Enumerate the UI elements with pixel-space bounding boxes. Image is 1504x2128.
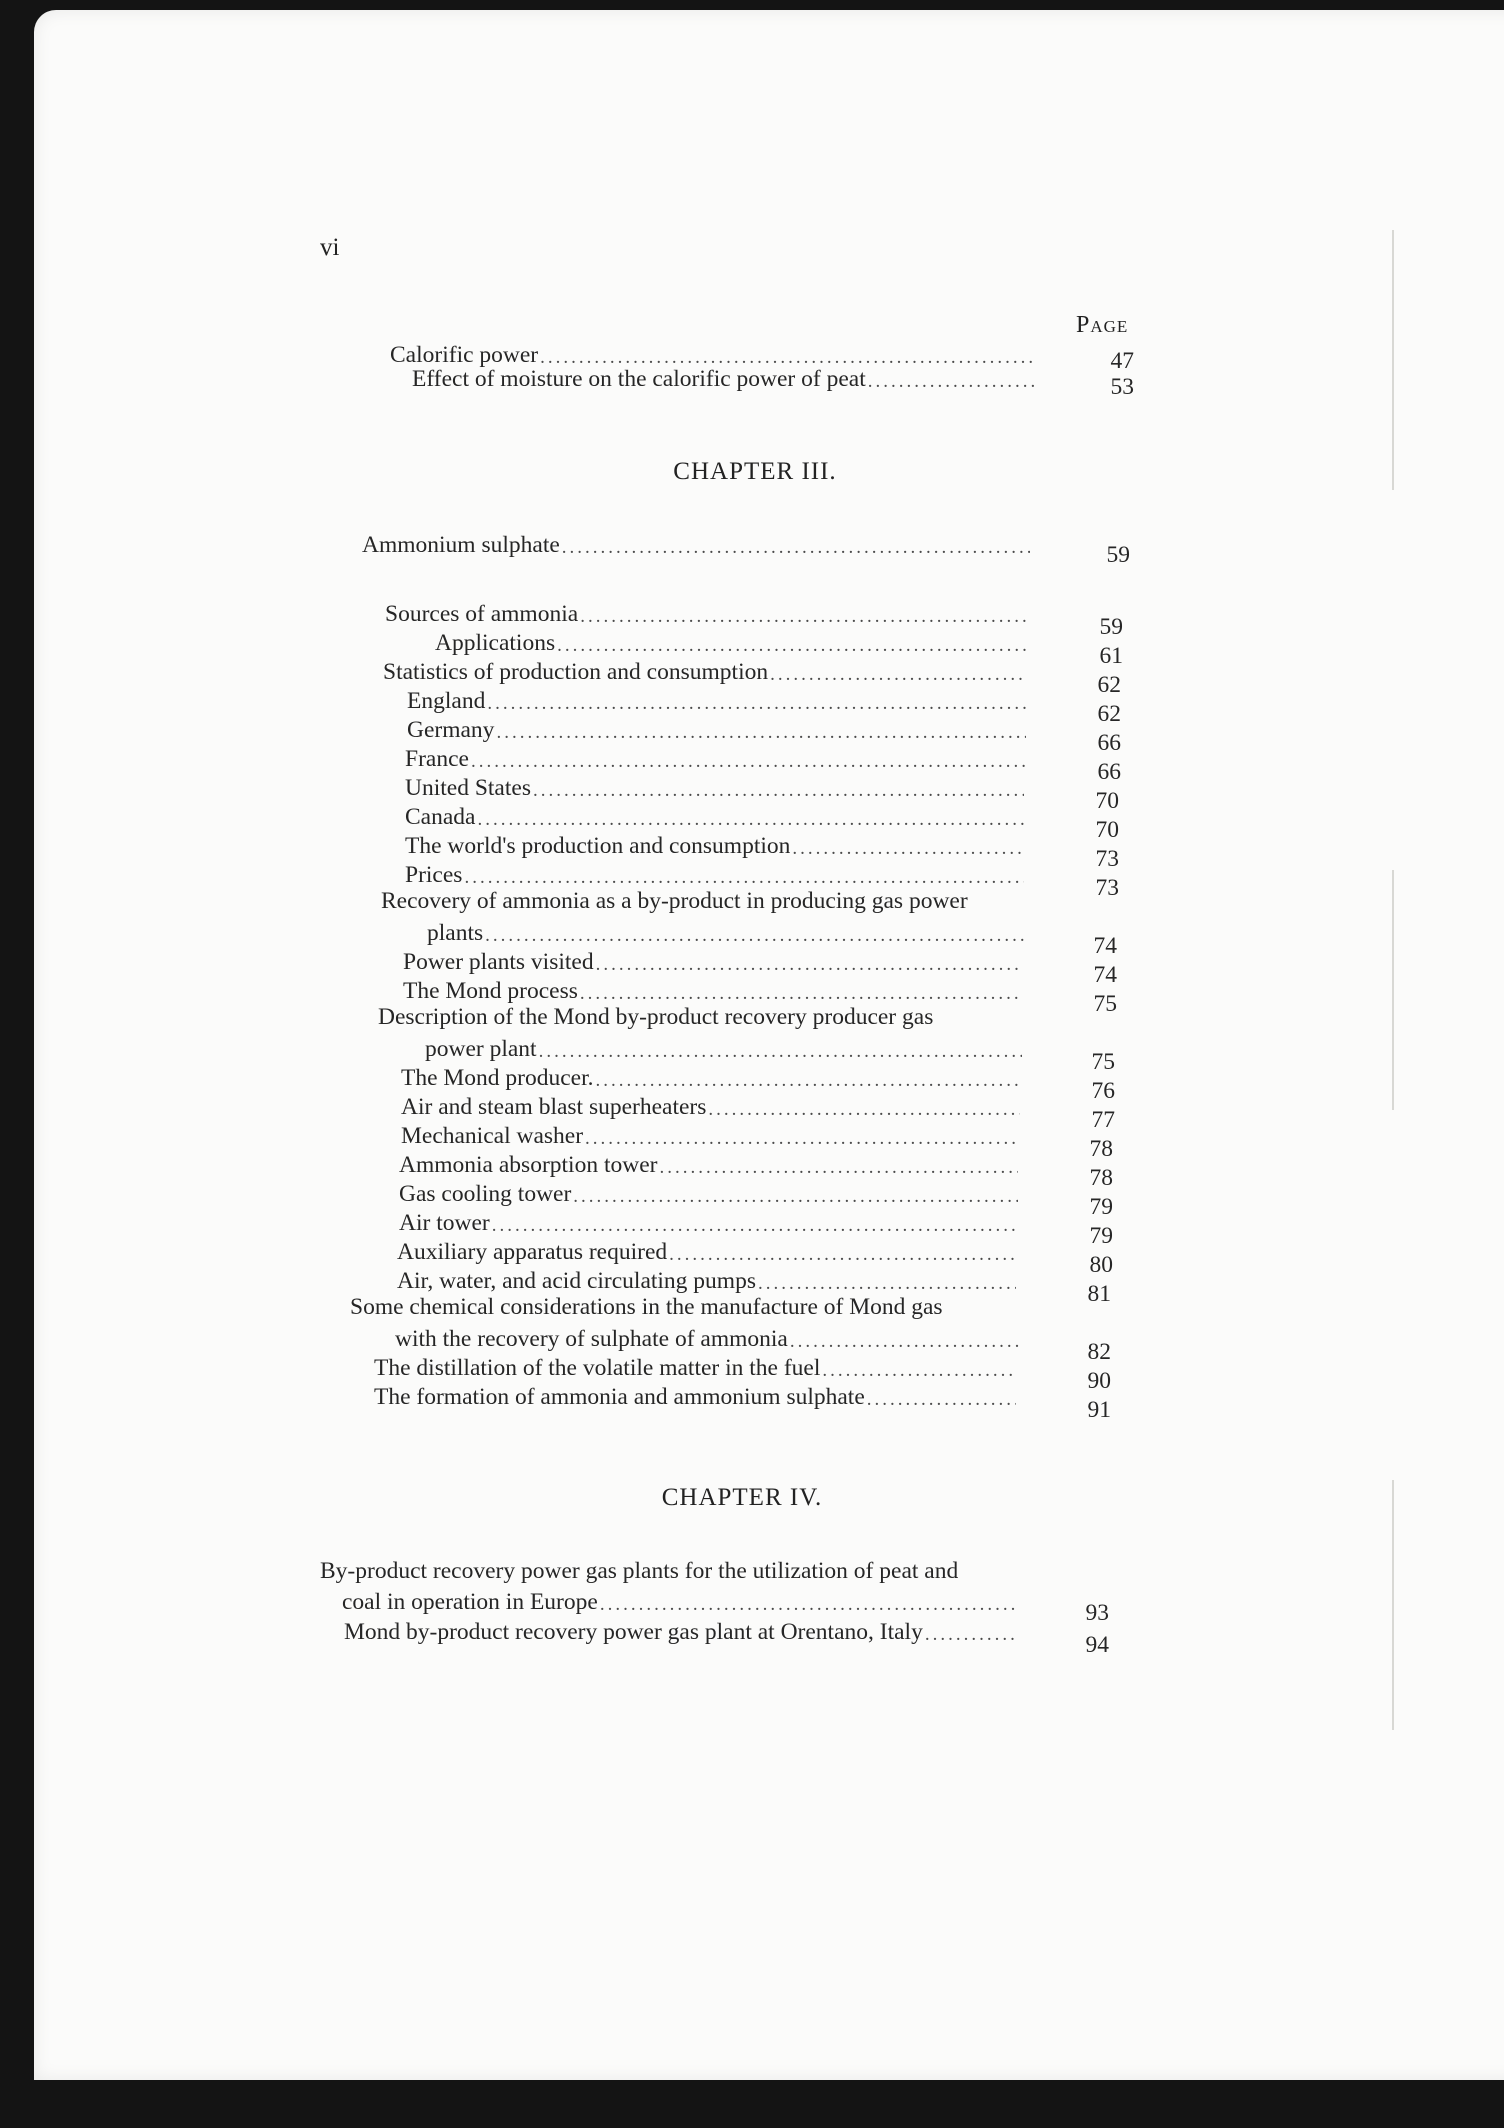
toc-entry xyxy=(374,1381,1016,1411)
toc-entry xyxy=(344,1616,1015,1646)
toc-entry-title: Effect of moisture on the calorific power of peat xyxy=(412,366,866,392)
toc-entry-title: Germany xyxy=(407,717,495,743)
leader-dots xyxy=(578,983,1022,1005)
leader-dots xyxy=(571,1186,1018,1208)
toc-entry-page: 74 xyxy=(1093,962,1117,988)
toc-entry xyxy=(405,801,1024,831)
toc-entry xyxy=(401,1062,1020,1092)
toc-entry-title: Canada xyxy=(405,804,476,830)
toc-entry xyxy=(405,743,1026,773)
toc-entry-page: 81 xyxy=(1087,1281,1111,1307)
toc-entry-title: Power plants visited xyxy=(403,949,594,975)
toc-entry-page: 73 xyxy=(1095,875,1119,901)
toc-entry-page: 66 xyxy=(1097,730,1121,756)
leader-dots xyxy=(494,722,1026,744)
toc-entry-title: The formation of ammonia and ammonium sulphate xyxy=(374,1384,865,1410)
toc-entry-page: 70 xyxy=(1095,817,1119,843)
toc-entry xyxy=(412,363,1035,393)
toc-entry-page: 59 xyxy=(1106,542,1130,568)
toc-entry-page: 62 xyxy=(1097,672,1121,698)
toc-entry-title-continued: coal in operation in Europe xyxy=(342,1589,598,1615)
toc-entry-page: 94 xyxy=(1085,1632,1109,1658)
leader-dots xyxy=(657,1157,1018,1179)
toc-entry-title: The world's production and consumption xyxy=(405,833,791,859)
toc-entry xyxy=(403,975,1022,1005)
leader-dots xyxy=(594,1070,1020,1092)
page-edge-mark xyxy=(1392,1480,1394,1730)
toc-entry-title: England xyxy=(407,688,486,714)
leader-dots xyxy=(790,838,1024,860)
toc-entry-page: 62 xyxy=(1097,701,1121,727)
toc-entry-page: 70 xyxy=(1095,788,1119,814)
toc-entry-title: The Mond process xyxy=(403,978,578,1004)
toc-entry-page: 78 xyxy=(1089,1165,1113,1191)
page-column-heading: Page xyxy=(1076,312,1129,338)
leader-dots xyxy=(555,635,1028,657)
toc-entry-title: Recovery of ammonia as a by-product in producing gas power xyxy=(381,888,968,914)
leader-dots xyxy=(923,1624,1015,1646)
toc-entry xyxy=(435,627,1028,657)
toc-entry-page: 93 xyxy=(1085,1600,1109,1626)
toc-entry-page: 75 xyxy=(1093,991,1117,1017)
leader-dots xyxy=(469,751,1026,773)
leader-dots xyxy=(756,1273,1016,1295)
toc-entry xyxy=(407,714,1026,744)
toc-entry xyxy=(399,1207,1018,1237)
leader-dots xyxy=(560,537,1030,559)
toc-entry-title: Air tower xyxy=(399,1210,490,1236)
toc-entry-continuation xyxy=(427,917,1024,947)
toc-entry-title-continued: plants xyxy=(427,920,484,946)
leader-dots xyxy=(788,1331,1020,1353)
toc-entry-title: Calorific power xyxy=(390,342,539,368)
toc-entry-title: Air and steam blast superheaters xyxy=(401,1094,707,1120)
toc-entry xyxy=(385,598,1030,628)
toc-entry xyxy=(362,529,1030,559)
page-edge-mark xyxy=(1392,870,1394,1110)
leader-dots xyxy=(475,809,1024,831)
toc-entry-page: 91 xyxy=(1087,1397,1111,1423)
toc-entry-page: 73 xyxy=(1095,846,1119,872)
toc-entry-title: Auxiliary apparatus required xyxy=(397,1239,668,1265)
toc-entry-title: By-product recovery power gas plants for the utilization of peat and xyxy=(320,1558,959,1584)
toc-entry xyxy=(401,1091,1020,1121)
toc-entry xyxy=(383,656,1026,686)
toc-entry-title: Air, water, and acid circulating pumps xyxy=(397,1268,756,1294)
toc-entry-page: 77 xyxy=(1091,1107,1115,1133)
toc-entry-title: Mechanical washer xyxy=(401,1123,584,1149)
toc-entry-title: Description of the Mond by-product recovery producer gas xyxy=(378,1004,934,1030)
toc-entry-page: 80 xyxy=(1089,1252,1113,1278)
leader-dots xyxy=(865,1389,1016,1411)
leader-dots xyxy=(490,1215,1018,1237)
toc-entry xyxy=(407,685,1026,715)
toc-entry-page: 82 xyxy=(1087,1339,1111,1365)
toc-entry-title: Applications xyxy=(435,630,556,656)
toc-entry-page: 75 xyxy=(1091,1049,1115,1075)
leader-dots xyxy=(483,925,1024,947)
toc-entry-title: Ammonium sulphate xyxy=(362,532,560,558)
toc-entry xyxy=(405,772,1024,802)
page-edge-mark xyxy=(1392,230,1394,490)
chapter-heading: CHAPTER III. xyxy=(673,458,837,485)
leader-dots xyxy=(598,1594,1015,1616)
toc-entry-page: 47 xyxy=(1110,348,1134,374)
leader-dots xyxy=(485,693,1026,715)
toc-entry xyxy=(405,859,1024,889)
toc-entry-title-continued: with the recovery of sulphate of ammonia xyxy=(395,1326,788,1352)
toc-entry xyxy=(397,1236,1016,1266)
leader-dots xyxy=(537,1041,1022,1063)
toc-entry-title-continued: power plant xyxy=(425,1036,537,1062)
toc-entry-title: Gas cooling tower xyxy=(399,1181,572,1207)
toc-entry-page: 59 xyxy=(1099,614,1123,640)
toc-entry-page: 66 xyxy=(1097,759,1121,785)
toc-entry-continuation xyxy=(425,1033,1022,1063)
toc-entry xyxy=(397,1265,1016,1295)
toc-entry-page: 76 xyxy=(1091,1078,1115,1104)
toc-entry-page: 74 xyxy=(1093,933,1117,959)
leader-dots xyxy=(706,1099,1020,1121)
toc-entry xyxy=(401,1120,1020,1150)
chapter-heading: CHAPTER IV. xyxy=(661,1484,823,1511)
toc-entry-continuation xyxy=(342,1586,1015,1616)
toc-entry xyxy=(374,1352,1016,1382)
toc-entry-continuation xyxy=(395,1323,1020,1353)
toc-entry-page: 79 xyxy=(1089,1194,1113,1220)
toc-entry-title: Prices xyxy=(405,862,463,888)
leader-dots xyxy=(578,606,1030,628)
leader-dots xyxy=(583,1128,1020,1150)
toc-entry xyxy=(399,1178,1018,1208)
toc-entry-title: Statistics of production and consumption xyxy=(383,659,769,685)
toc-entry-title: United States xyxy=(405,775,531,801)
toc-entry-title: Mond by-product recovery power gas plant at Orentano, Italy xyxy=(344,1619,923,1645)
leader-dots xyxy=(462,867,1024,889)
toc-entry-title: The Mond producer. xyxy=(401,1065,594,1091)
toc-entry-title: Ammonia absorption tower xyxy=(399,1152,658,1178)
toc-entry-page: 90 xyxy=(1087,1368,1111,1394)
leader-dots xyxy=(531,780,1024,802)
toc-entry xyxy=(403,946,1022,976)
toc-entry-title: Some chemical considerations in the manufacture of Mond gas xyxy=(350,1294,943,1320)
leader-dots xyxy=(866,371,1035,393)
toc-entry-page: 53 xyxy=(1110,374,1134,400)
toc-entry-page: 78 xyxy=(1089,1136,1113,1162)
leader-dots xyxy=(667,1244,1016,1266)
leader-dots xyxy=(820,1360,1016,1382)
page-folio: vi xyxy=(320,234,340,261)
toc-entry xyxy=(405,830,1024,860)
leader-dots xyxy=(594,954,1022,976)
leader-dots xyxy=(768,664,1026,686)
toc-entry-page: 79 xyxy=(1089,1223,1113,1249)
toc-entry-title: France xyxy=(405,746,469,772)
toc-entry-title: Sources of ammonia xyxy=(385,601,579,627)
toc-entry-title: The distillation of the volatile matter in the fuel xyxy=(374,1355,821,1381)
toc-entry xyxy=(399,1149,1018,1179)
toc-entry-page: 61 xyxy=(1099,643,1123,669)
